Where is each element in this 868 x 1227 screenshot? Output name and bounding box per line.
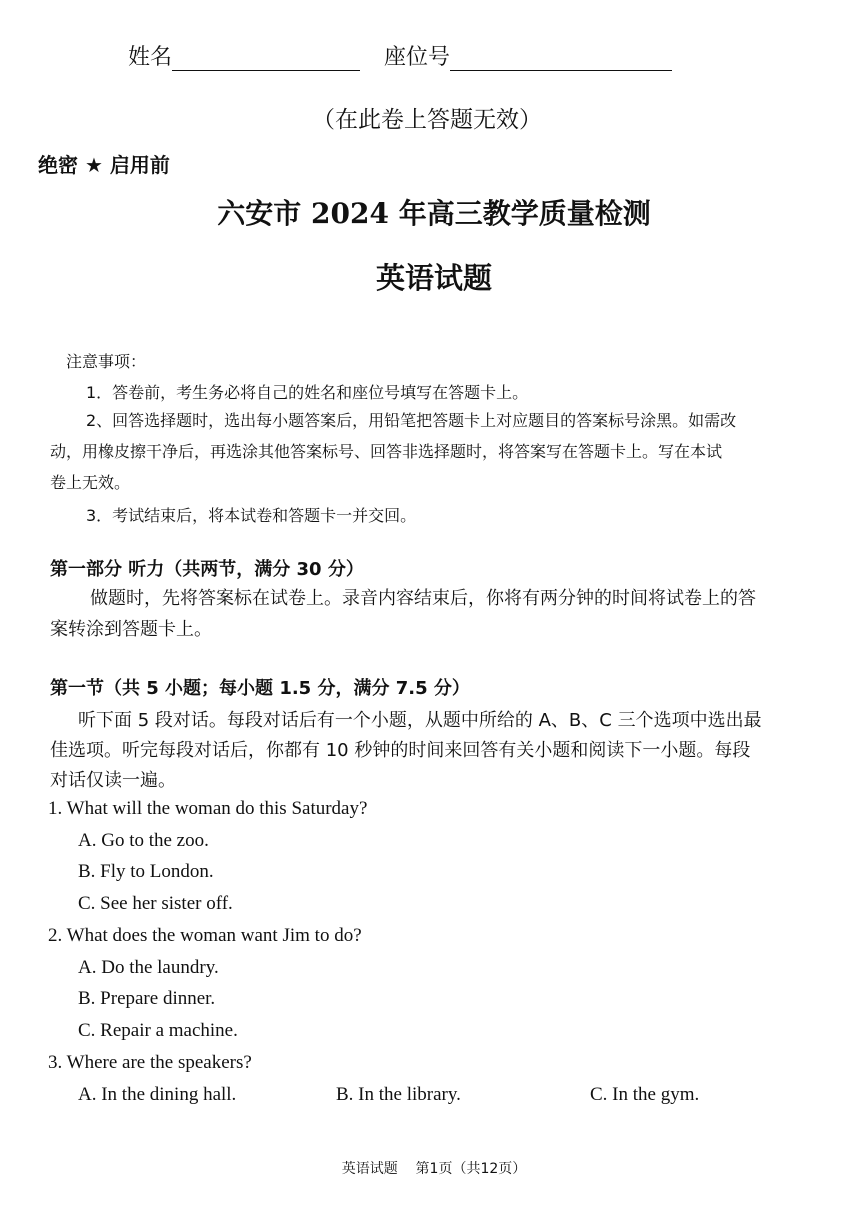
question-2: 2. What does the woman want Jim to do? — [48, 925, 362, 946]
name-field — [128, 40, 360, 71]
question-2-option-a: A. Do the laundry. — [78, 957, 219, 978]
exam-title: 六安市 2024 年高三教学质量检测 — [217, 197, 651, 230]
notice-item-1: 1．答卷前，考生务必将自己的姓名和座位号填写在答题卡上。 — [86, 383, 529, 402]
question-3: 3. Where are the speakers? — [48, 1052, 252, 1073]
name-label: 姓名 — [128, 45, 173, 70]
question-1-option-c: C. See her sister off. — [78, 893, 233, 914]
notice-item-2-line-3: 卷上无效。 — [50, 473, 131, 492]
seat-blank — [450, 48, 672, 71]
seat-field — [384, 40, 672, 71]
question-2-option-c: C. Repair a machine. — [78, 1020, 238, 1041]
secret-label: 绝密 ★ 启用前 — [38, 153, 170, 177]
section1-heading: 第一节（共 5 小题；每小题 1.5 分，满分 7.5 分） — [50, 678, 470, 699]
question-3-option-b: B. In the library. — [336, 1084, 461, 1105]
name-blank — [172, 48, 360, 71]
question-1-option-b: B. Fly to London. — [78, 861, 214, 882]
question-1-option-a: A. Go to the zoo. — [78, 830, 209, 851]
question-1: 1. What will the woman do this Saturday? — [48, 798, 368, 819]
notice-item-2-line-1: 2、回答选择题时，选出每小题答案后，用铅笔把答题卡上对应题目的答案标号涂黑。如需改 — [86, 411, 737, 430]
question-2-option-b: B. Prepare dinner. — [78, 988, 216, 1009]
part1-intro-line-1: 做题时，先将答案标在试卷上。录音内容结束后，你将有两分钟的时间将试卷上的答 — [90, 588, 756, 609]
question-3-option-a: A. In the dining hall. — [78, 1084, 237, 1105]
section1-intro-line-2: 佳选项。听完每段对话后，你都有 10 秒钟的时间来回答有关小题和阅读下一小题。每段 — [50, 740, 751, 761]
part1-heading: 第一部分 听力（共两节，满分 30 分） — [50, 559, 364, 580]
part1-intro-line-2: 案转涂到答题卡上。 — [50, 619, 212, 640]
invalid-note: （在此卷上答题无效） — [312, 107, 542, 133]
page-footer: 英语试题 第1页（共12页） — [341, 1161, 527, 1177]
section1-intro-line-1: 听下面 5 段对话。每段对话后有一个小题，从题中所给的 A、B、C 三个选项中选出最 — [78, 710, 762, 731]
section1-intro-line-3: 对话仅读一遍。 — [50, 770, 176, 791]
notice-item-3: 3．考试结束后，将本试卷和答题卡一并交回。 — [86, 506, 417, 525]
question-3-option-c: C. In the gym. — [590, 1084, 700, 1105]
seat-label: 座位号 — [384, 45, 451, 70]
subject-title: 英语试题 — [375, 261, 492, 295]
notice-item-2-line-2: 动，用橡皮擦干净后，再选涂其他答案标号、回答非选择题时，将答案写在答题卡上。写在本试 — [50, 442, 723, 461]
notice-heading: 注意事项： — [66, 352, 147, 371]
